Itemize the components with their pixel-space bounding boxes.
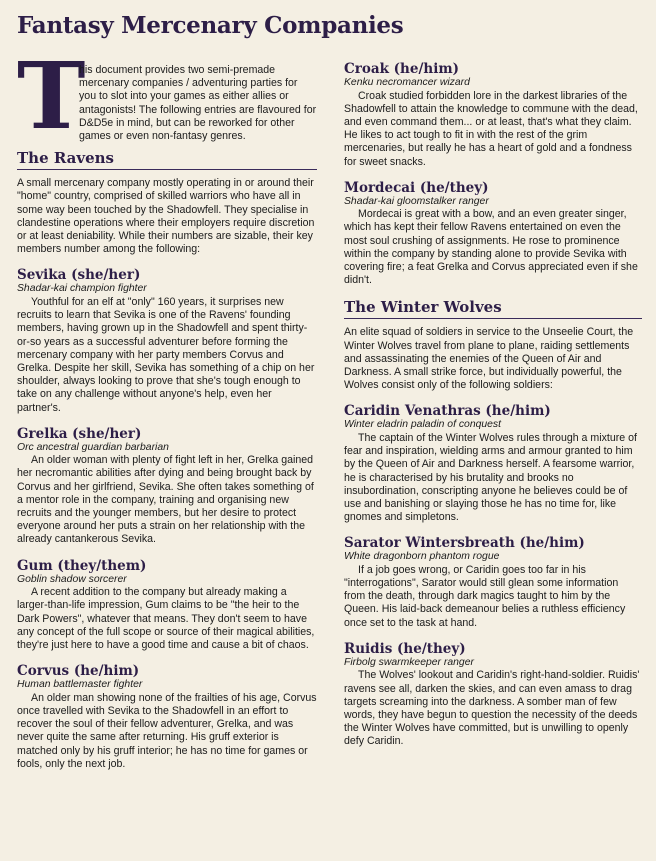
member-name: Ruidis (he/they) [344, 640, 466, 657]
member-description: Mordecai is great with a bow, and an even greater singer, which has kept their fellow Ravens entertained on even the most soul crushing of assignments. He rose to prominence within the company by standing alone to provide Sevika with covering fire; a feat Grelka and Corvus appreciated even if she didn't. [344, 208, 638, 287]
intro-text: his document provides two semi-premade mercenary companies / adventuring parties for you to slot into your games as either allies or antagonists! The following entries are flavoured for D&D5e in mind, but can be reworked for other games or even non-fantasy genres. [79, 64, 317, 143]
member-subtitle: Orc ancestral guardian barbarian [17, 441, 169, 453]
left-column [17, 42, 317, 771]
ravens-intro: A small mercenary company mostly operating in or around their "home" country, comprised of skilled warriors who have all in some way been touched by the Shadowfell. They specialise in clandestine operations where their employers require discretion or at least deniability. While their numbers are sizable, their key members number among the following: [17, 177, 315, 256]
member-subtitle: White dragonborn phantom rogue [344, 551, 500, 563]
member-description: The captain of the Winter Wolves rules through a mixture of fear and inspiration, wielding arms and armour granted to him by the Queen of Air and Darkness herself. A fearsome warrior, he is characterised by his brutality and brooks no insubordination, conscripting anyone he believes could be of use and banishing or slaying those he has no time for, like gnomes and simpletons. [344, 431, 637, 524]
member-subtitle: Firbolg swarmkeeper ranger [344, 656, 474, 668]
member-subtitle: Shadar-kai champion fighter [17, 283, 147, 295]
member-name: Mordecai (he/they) [344, 179, 489, 196]
member-subtitle: Shadar-kai gloomstalker ranger [344, 195, 489, 207]
member-name: Caridin Venathras (he/him) [344, 403, 551, 420]
wolves-intro: An elite squad of soldiers in service to the Unseelie Court, the Winter Wolves travel from plane to plane, raiding settlements and assassinating the enemies of the Queen of Air and Darkness. A small strike force, but individually powerful, the Wolves consist only of the following soldiers: [344, 326, 634, 392]
member-subtitle: Goblin shadow sorcerer [17, 573, 127, 585]
drop-cap: T [17, 42, 86, 150]
member-subtitle: Winter eladrin paladin of conquest [344, 419, 502, 431]
member-description: An older woman with plenty of fight left in her, Grelka gained her necromantic abilities after dying and being brought back by Corvus and her girlfriend, Sevika. She often takes something of a mentor role in the company, training and organising new recruits and the younger members, but her desire to protect everyone around her puts a strain on her relationship with the already cantankerous Sevika. [17, 454, 314, 546]
member-name: Grelka (she/her) [17, 425, 142, 442]
right-column [344, 61, 642, 749]
member-name: Croak (he/him) [344, 61, 460, 77]
member-name: Sarator Wintersbreath (he/him) [344, 535, 585, 552]
page-title: Fantasy Mercenary Companies [17, 12, 404, 39]
member-description: If a job goes wrong, or Caridin goes too far in his "interrogations", Sarator would still glean some information from the death, through dark magics taught to him by the Queen. His laid-back demeanour belies a ruthless efficiency once set to the task at hand. [344, 563, 626, 629]
member-name: Corvus (he/him) [17, 663, 140, 680]
member-description: The Wolves' lookout and Caridin's right-hand-soldier. Ruidis' ravens see all, darken the skies, and can even amass to drag targets screaming into the darkness. A somber man of few words, they have begun to question the necessity of the deeds the Winter Wolves have committed, but is unwilling to openly defy Caridin. [344, 669, 640, 748]
member-description: Youthful for an elf at "only" 160 years, it surprises new recruits to learn that Sevika is one of the Ravens' founding members, having grown up in the Shadowfell and spent thirty-or-so years as a successful adventurer before forming the mercenary company with her party members Corvus and Grelka. Despite her skill, Sevika has something of a chip on her shoulder, always looking to prove that she's tough enough to take on any challenge without anyone's help, even her partner's. [17, 295, 315, 414]
section-heading-winter-wolves: The Winter Wolves [344, 298, 642, 319]
member-description: A recent addition to the company but already making a larger-than-life impression, Gum claims to be "the heir to the Dark Powers", whatever that means. They don't seem to have any concept of the full scope or source of their magical abilities, they're just here to have a good time and cause a bit of chaos. [17, 586, 315, 651]
member-description: An older man showing none of the frailties of his age, Corvus once travelled with Sevika to the Shadowfell in an effort to recover the soul of their fellow adventurer, Grelka, and was never quite the same after returning. His gruff exterior is matched only by his gruff interior; he has no time for games or fools, only the next job. [17, 691, 317, 770]
section-heading-ravens: The Ravens [17, 149, 317, 170]
member-description: Croak studied forbidden lore in the darkest libraries of the Shadowfell to attain the knowledge to commune with the dead, and even command them... or at least, that's what they claim. He likes to act tough to fit in with the rest of the grim mercenaries, but really he has a heart of gold and a fondness for sweet snacks. [344, 89, 638, 168]
member-subtitle: Kenku necromancer wizard [344, 77, 470, 88]
intro-block [17, 42, 317, 150]
member-name: Sevika (she/her) [17, 267, 141, 284]
member-name: Gum (they/them) [17, 557, 147, 574]
member-subtitle: Human battlemaster fighter [17, 679, 143, 691]
